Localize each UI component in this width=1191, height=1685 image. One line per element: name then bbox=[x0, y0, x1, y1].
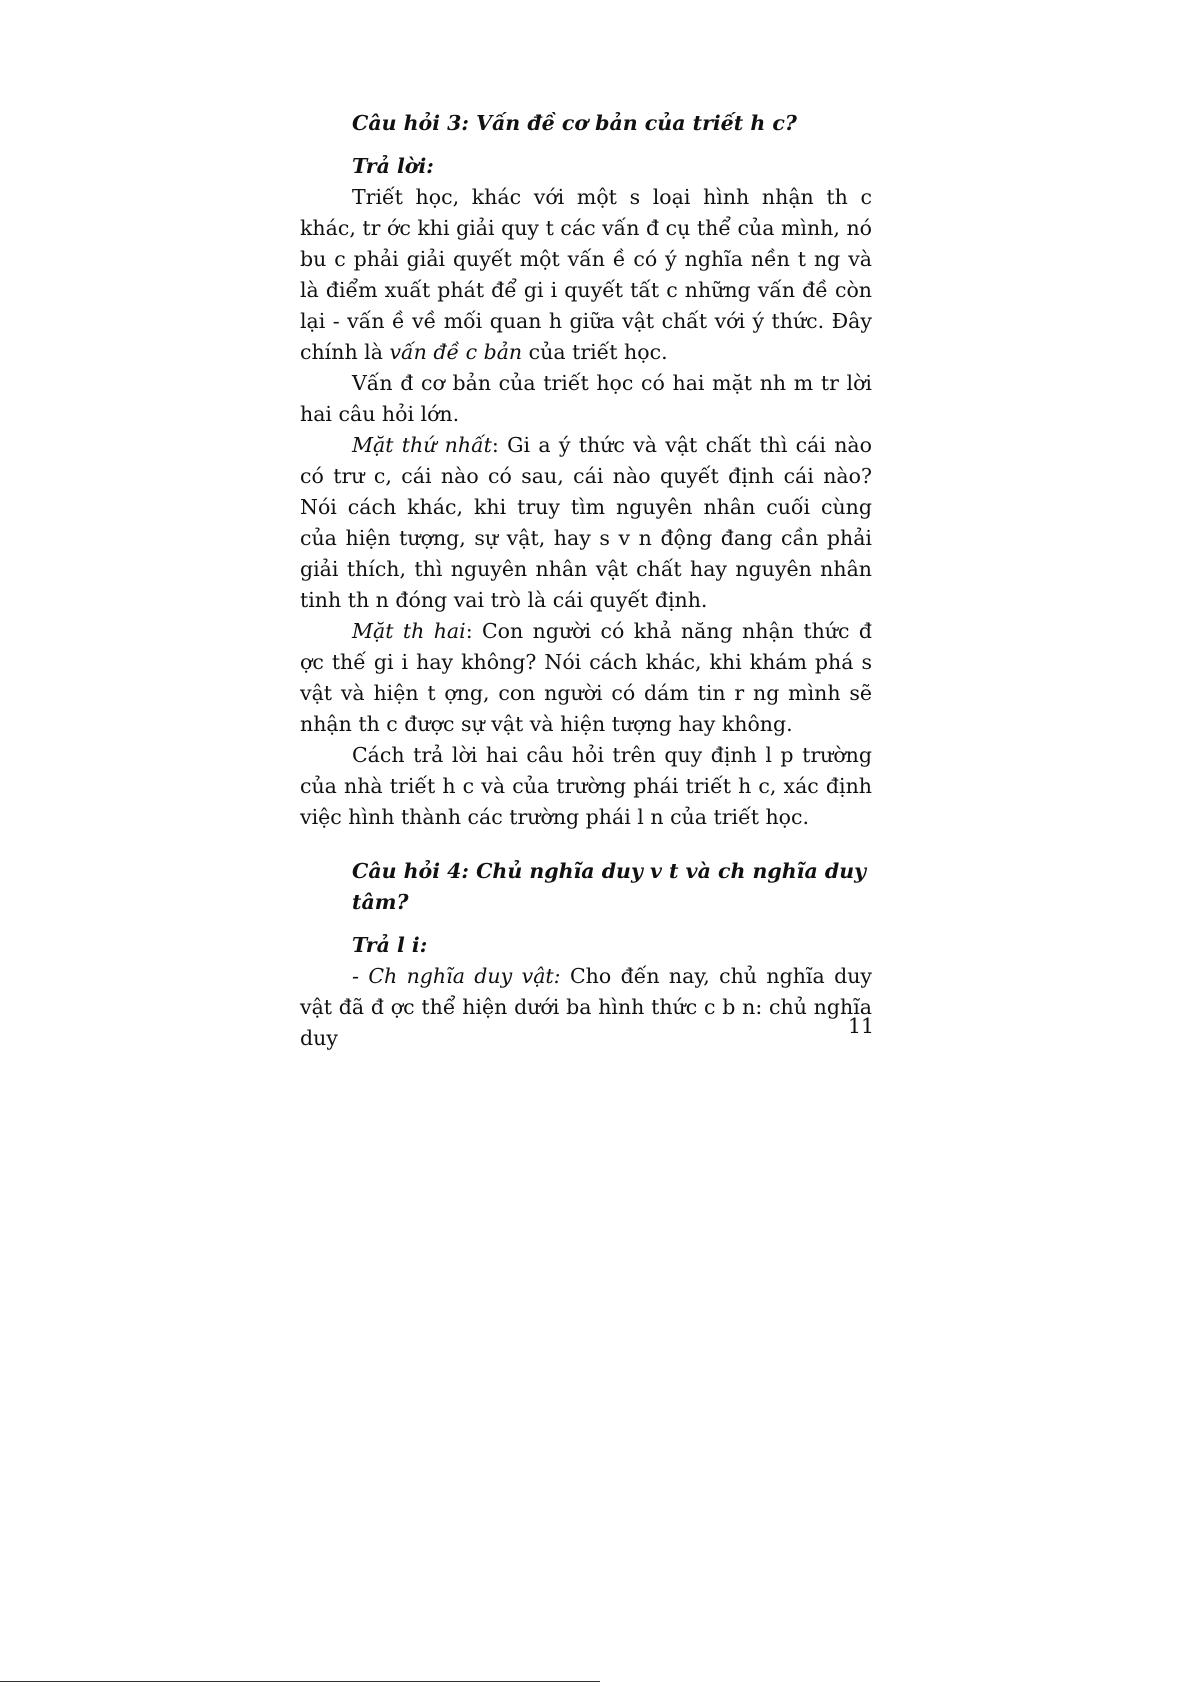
answer-3-label: Trả lời: bbox=[352, 154, 434, 178]
italic-term: Mặt th hai bbox=[352, 619, 466, 643]
italic-term: Mặt thứ nhất bbox=[352, 433, 492, 457]
page-body bbox=[300, 108, 875, 1054]
answer-4-label: Trả l i: bbox=[352, 933, 428, 957]
paragraph-text: : Gi a ý thức và vật chất thì cái nào có trư c, cái nào có sau, cái nào quyết định cái nào? Nói cách khác, khi truy tìm nguyên nhân cuối cùng của hiện tượng, sự vật, hay s v n động đang cần phải giải thích, thì nguyên nhân vật chất hay nguyên nhân tinh th n đóng vai trò là cái quyết định. bbox=[300, 433, 872, 612]
paragraph-text: : Con người có khả năng nhận thức đ ợc thế gi i hay không? Nói cách khác, khi khám phá s vật và hiện t ợng, con người có dám tin r ng mình sẽ nhận th c được sự vật và hiện tượng hay không. bbox=[300, 619, 872, 736]
italic-term: - Ch nghĩa duy vật: bbox=[352, 964, 561, 988]
paragraph-text: của triết học. bbox=[522, 340, 668, 364]
paragraph-second-side bbox=[300, 616, 872, 740]
paragraph-text: Cho đến nay, chủ nghĩa duy vật đã đ ợc thể hiện dưới ba hình thức c b n: chủ nghĩa duy bbox=[300, 964, 872, 1050]
bottom-rule bbox=[0, 1681, 600, 1682]
paragraph-basic-problem bbox=[300, 182, 872, 368]
question-3-heading: Câu hỏi 3: Vấn đề cơ bản của triết h c? bbox=[352, 111, 797, 135]
page-number: 11 bbox=[848, 1014, 875, 1038]
paragraph-materialism bbox=[300, 961, 875, 1054]
paragraph-text: Triết học, khác với một s loại hình nhận th c khác, tr ớc khi giải quy t các vấn đ cụ thể của mình, nó bu c phải giải quyết một vấn ề có ý nghĩa nền t ng và là điểm xuất phát để gi i quyết tất c những vấn đề còn lại - vấn ề về mối quan h giữa vật chất với ý thức. Đây chính là bbox=[300, 185, 872, 364]
italic-term: vấn đề c bản bbox=[389, 340, 523, 364]
paragraph-conclusion: Cách trả lời hai câu hỏi trên quy định l p trường của nhà triết h c và của trường phái triết h c, xác định việc hình thành các trường phái l n của triết học. bbox=[300, 743, 872, 829]
question-4-heading: Câu hỏi 4: Chủ nghĩa duy v t và ch nghĩa duy tâm? bbox=[352, 859, 867, 914]
paragraph-two-sides: Vấn đ cơ bản của triết học có hai mặt nh m tr lời hai câu hỏi lớn. bbox=[300, 371, 872, 426]
paragraph-first-side bbox=[300, 430, 872, 616]
